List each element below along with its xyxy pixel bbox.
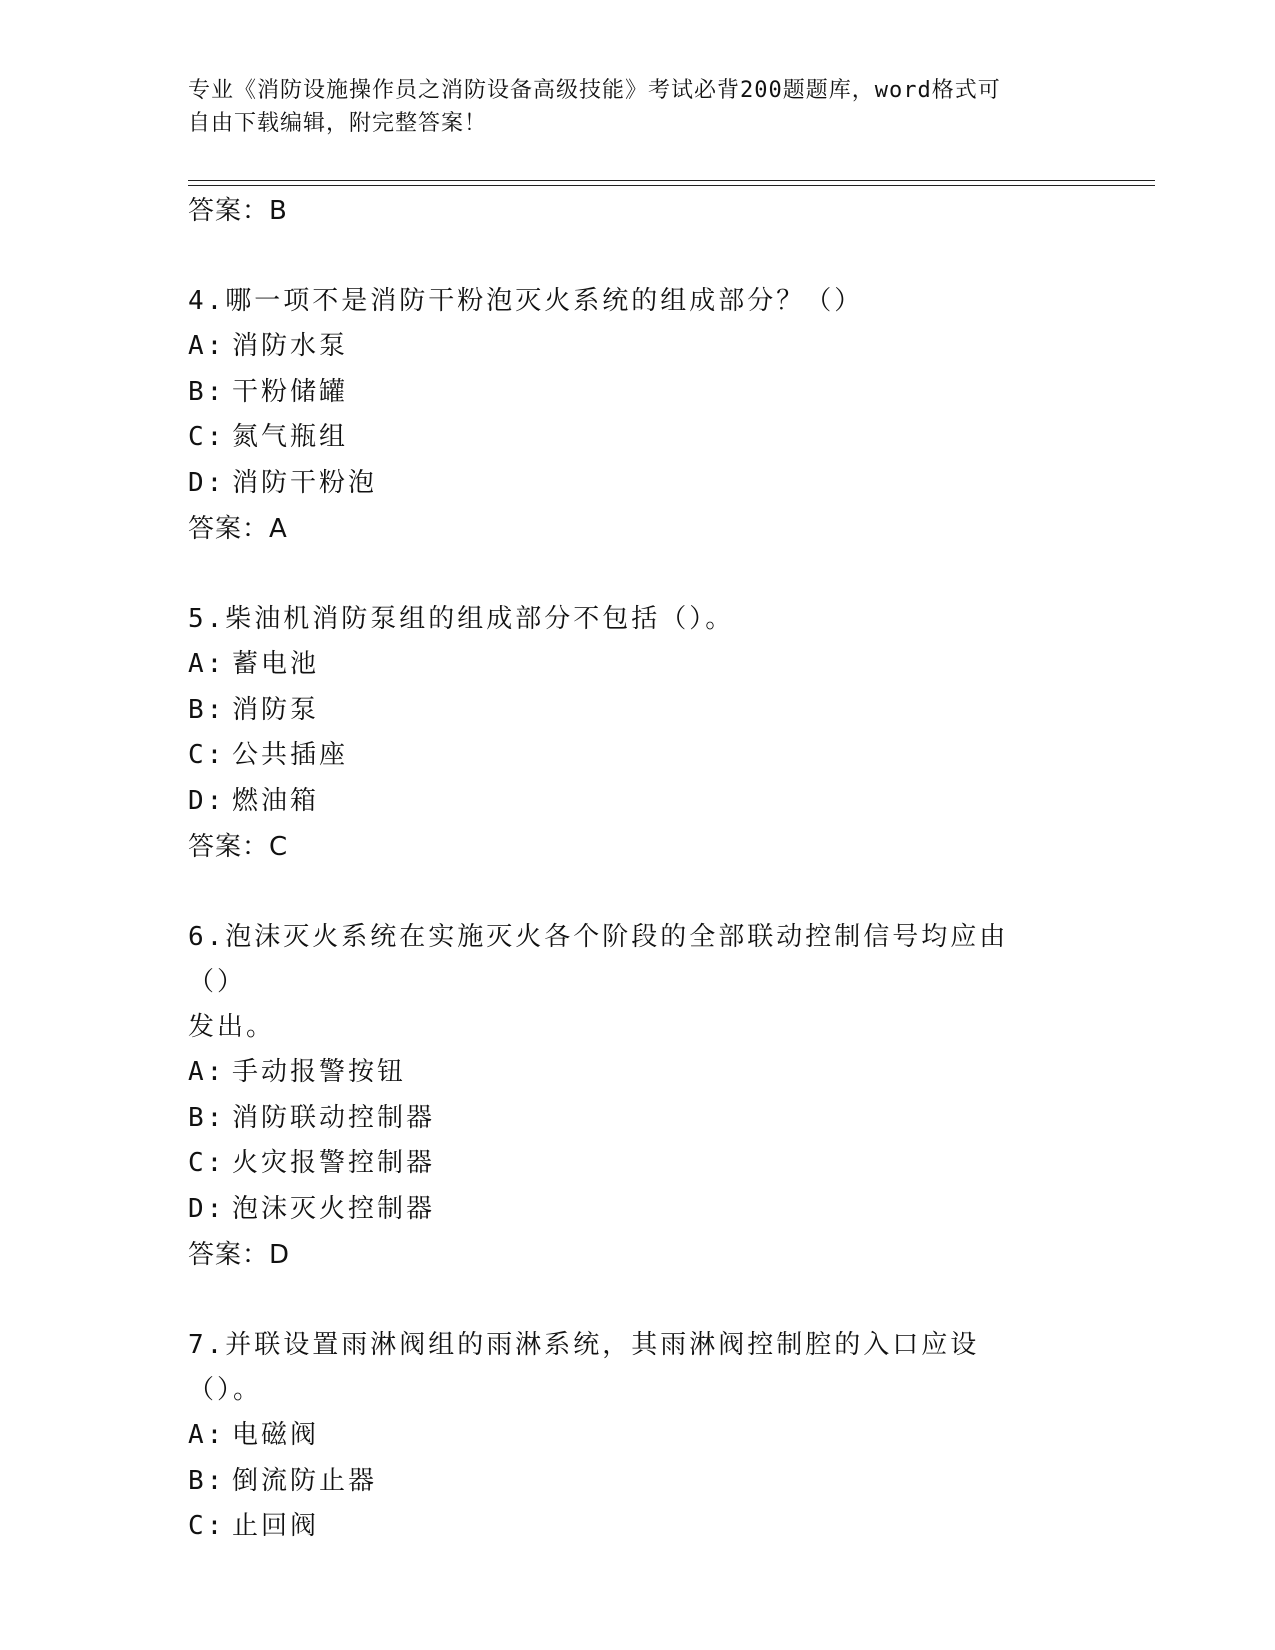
option-text: 泡沫灭火控制器 <box>232 1193 436 1224</box>
question-item <box>188 279 1088 552</box>
option-key: A: <box>188 649 226 679</box>
option-key: A: <box>188 331 226 361</box>
option-b <box>188 1096 1088 1142</box>
answer-line: 答案：A <box>188 514 288 544</box>
option-d <box>188 1187 1088 1233</box>
option-text: 消防干粉泡 <box>232 467 378 498</box>
option-key: D: <box>188 785 226 816</box>
question-text-continued: 发出。 <box>188 1012 276 1042</box>
option-key: A: <box>188 1057 226 1087</box>
option-key: B: <box>188 1102 226 1133</box>
question-item <box>188 915 1088 1278</box>
option-c <box>188 733 1088 779</box>
option-a <box>188 324 1088 370</box>
header-line-2: 自由下载编辑，附完整答案！ <box>188 111 488 136</box>
option-b <box>188 688 1088 734</box>
option-key: C: <box>188 422 226 452</box>
option-d <box>188 461 1088 507</box>
option-c <box>188 415 1088 461</box>
question-text: 6.泡沫灭火系统在实施灭火各个阶段的全部联动控制信号均应由（） <box>188 922 1009 997</box>
option-b <box>188 370 1088 416</box>
answer-line: 答案：D <box>188 1240 291 1270</box>
option-text: 消防泵 <box>232 694 320 725</box>
question-item <box>188 597 1088 870</box>
header-line-1: 专业《消防设施操作员之消防设备高级技能》考试必背200题题库，word格式可 <box>188 78 1001 103</box>
document-header <box>188 74 1068 140</box>
option-key: B: <box>188 1465 226 1496</box>
answer-line: 答案：B <box>188 196 288 226</box>
option-d <box>188 779 1088 825</box>
question-list <box>188 188 1088 1550</box>
option-text: 公共插座 <box>232 740 349 770</box>
option-text: 手动报警按钮 <box>232 1057 407 1087</box>
question-text: 7.并联设置雨淋阀组的雨淋系统，其雨淋阀控制腔的入口应设（）。 <box>188 1330 980 1405</box>
option-key: C: <box>188 1148 226 1178</box>
option-c <box>188 1504 1088 1550</box>
option-text: 氮气瓶组 <box>232 422 349 452</box>
option-key: B: <box>188 376 226 407</box>
option-text: 电磁阀 <box>232 1420 320 1450</box>
answer-line: 答案：C <box>188 832 289 862</box>
option-a <box>188 1050 1088 1096</box>
option-key: C: <box>188 1511 226 1541</box>
option-key: C: <box>188 740 226 770</box>
option-key: D: <box>188 1193 226 1224</box>
option-text: 燃油箱 <box>232 785 320 816</box>
option-key: D: <box>188 467 226 498</box>
question-text: 5.柴油机消防泵组的组成部分不包括（）。 <box>188 604 735 634</box>
option-key: A: <box>188 1420 226 1450</box>
question-text: 4.哪一项不是消防干粉泡灭火系统的组成部分？（） <box>188 286 864 316</box>
option-a <box>188 1413 1088 1459</box>
question-item <box>188 1323 1088 1550</box>
option-text: 干粉储罐 <box>232 376 349 407</box>
option-a <box>188 642 1088 688</box>
option-text: 消防联动控制器 <box>232 1102 436 1133</box>
header-divider-top <box>188 180 1155 181</box>
option-text: 蓄电池 <box>232 649 320 679</box>
option-key: B: <box>188 694 226 725</box>
option-c <box>188 1141 1088 1187</box>
option-text: 消防水泵 <box>232 331 349 361</box>
option-text: 倒流防止器 <box>232 1465 378 1496</box>
option-b <box>188 1459 1088 1505</box>
header-divider-bottom <box>188 185 1155 186</box>
option-text: 火灾报警控制器 <box>232 1148 436 1178</box>
option-text: 止回阀 <box>232 1511 320 1541</box>
